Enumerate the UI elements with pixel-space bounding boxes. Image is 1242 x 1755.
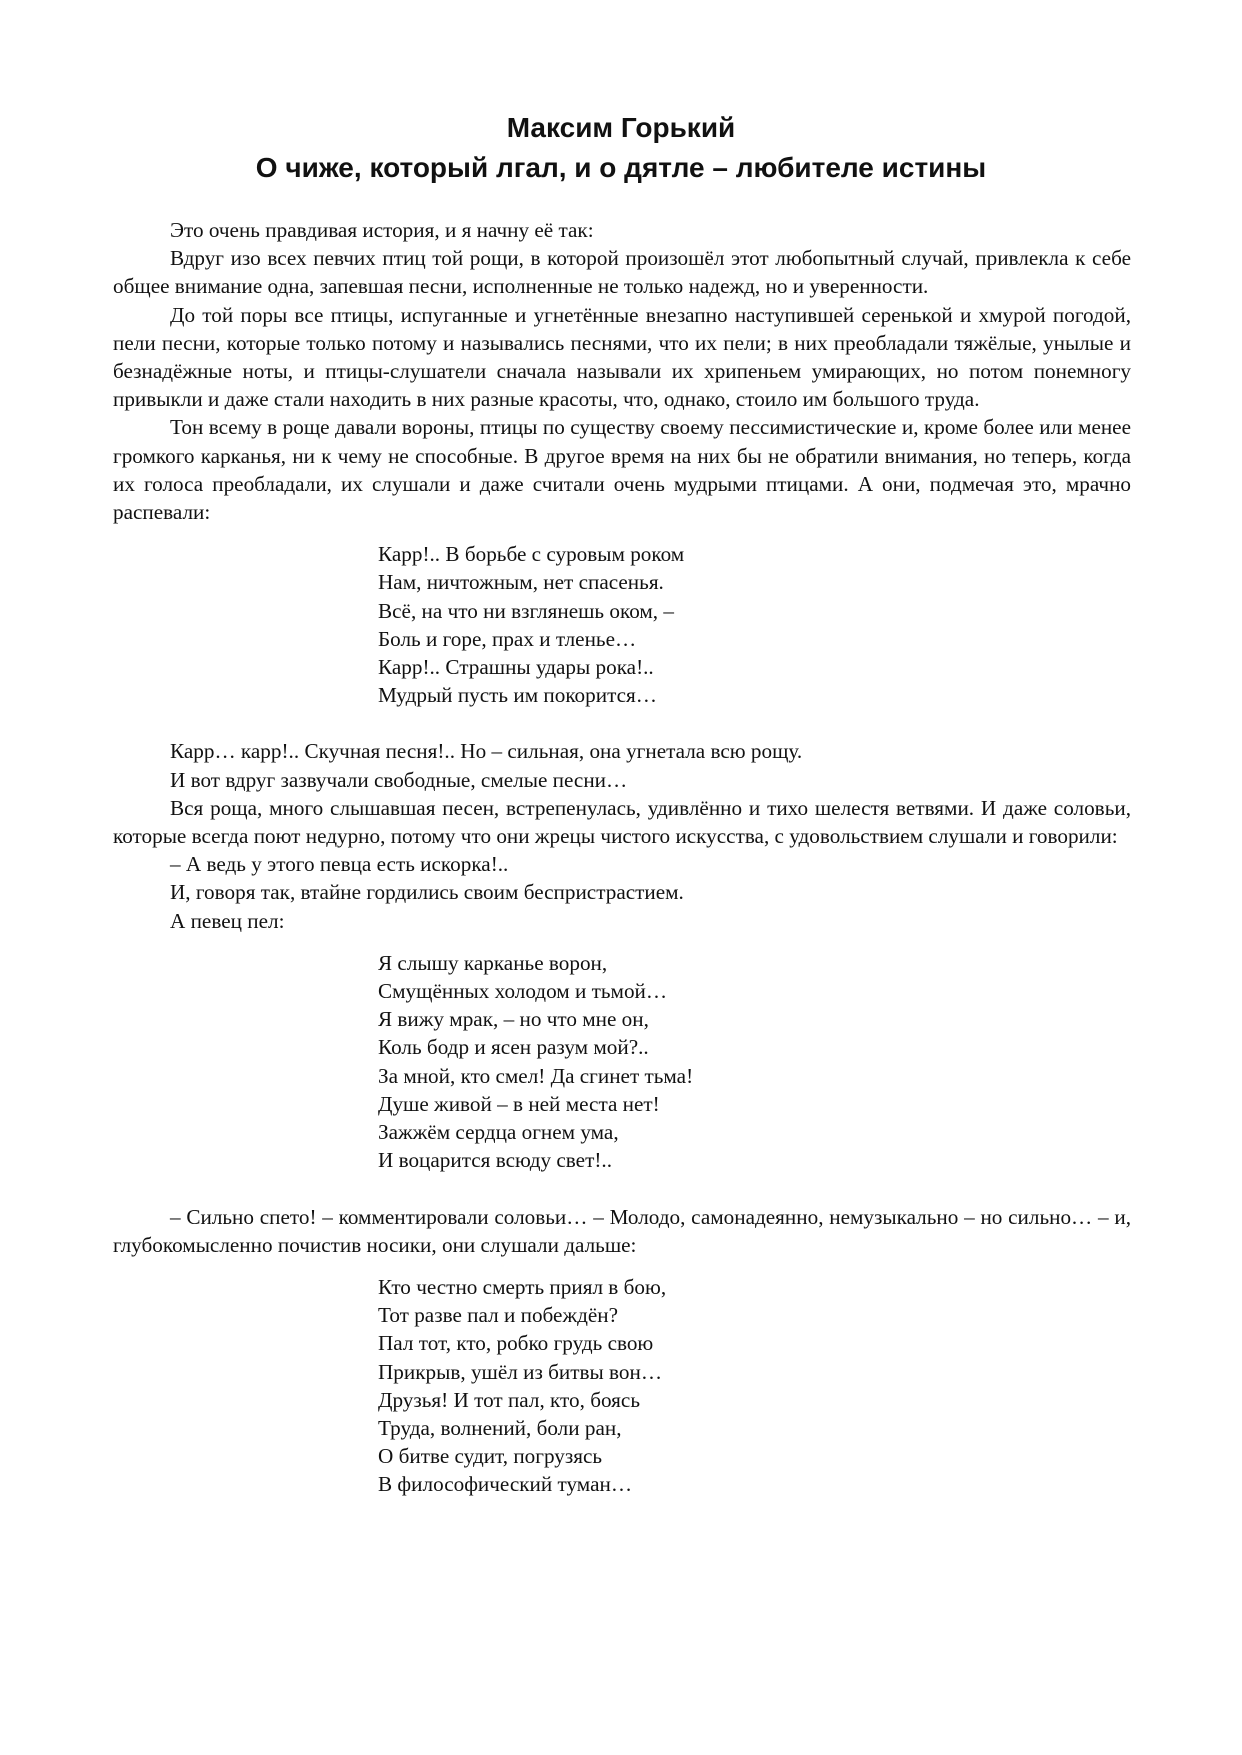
poem-line: Друзья! И тот пал, кто, боясь — [378, 1387, 640, 1412]
poem-line: Смущённых холодом и тьмой… — [378, 979, 668, 1004]
paragraph: Вдруг изо всех певчих птиц той рощи, в которой произошёл этот любопытный случай, привлекла к себе общее внимание одна, запевшая песни, исполненные не только надежд, но и уверенности. — [113, 246, 1131, 299]
poem-line: Карр!.. В борьбе с суровым роком — [378, 542, 685, 567]
poem-battle — [113, 1273, 1131, 1499]
paragraph: И вот вдруг зазвучали свободные, смелые песни… — [170, 767, 628, 792]
poem-line: Карр!.. Страшны удары рока!.. — [378, 655, 654, 680]
poem-line: Душе живой – в ней места нет! — [378, 1091, 660, 1116]
story-title: О чиже, который лгал, и о дятле – любителе истины — [255, 152, 987, 183]
paragraph: Вся роща, много слышавшая песен, встрепенулась, удивлённо и тихо шелестя ветвями. И даже соловьи, которые всегда поют недурно, потому что они жрецы чистого искусства, с удовольствием слушали и говорили: — [113, 795, 1131, 849]
paragraph: Карр… карр!.. Скучная песня!.. Но – сильная, она угнетала всю рощу. — [170, 739, 803, 764]
poem-line: Боль и горе, прах и тленье… — [378, 626, 637, 651]
paragraph: А певец пел: — [170, 908, 285, 933]
poem-line: Мудрый пусть им покорится… — [378, 683, 657, 708]
story-text — [113, 216, 1131, 1499]
poem-line: Нам, ничтожным, нет спасенья. — [378, 570, 664, 595]
poem-line: Тот разве пал и побеждён? — [378, 1303, 619, 1328]
paragraph: Это очень правдивая история, и я начну её так: — [170, 218, 594, 242]
poem-crows — [113, 540, 1131, 709]
poem-line: Кто честно смерть приял в бою, — [378, 1274, 667, 1299]
poem-line: Я вижу мрак, – но что мне он, — [378, 1007, 649, 1032]
poem-line: Труда, волнений, боли ран, — [378, 1415, 622, 1440]
poem-line: Коль бодр и ясен разум мой?.. — [378, 1035, 649, 1060]
poem-line: Я слышу карканье ворон, — [378, 950, 608, 975]
poem-line: Всё, на что ни взглянешь оком, – — [378, 598, 674, 623]
author-name: Максим Горький — [506, 112, 736, 143]
poem-line: Пал тот, кто, робко грудь свою — [378, 1331, 654, 1356]
title-block — [0, 108, 1242, 188]
poem-line: В философический туман… — [378, 1472, 633, 1497]
paragraph: – Сильно спето! – комментировали соловьи… – Молодо, самонадеянно, немузыкально – но сильно… – и, глубокомысленно почистив носики, они слушали дальше: — [113, 1204, 1131, 1257]
poem-line: За мной, кто смел! Да сгинет тьма! — [378, 1063, 694, 1088]
paragraph: Тон всему в роще давали вороны, птицы по существу своему пессимистические и, кроме более или менее громкого карканья, ни к чему не способные. В другое время на них бы не обратили внимания, но теперь, когда их голоса преобладали, их слушали и даже считали очень мудрыми птицами. А они, подмечая это, мрачно распевали: — [113, 415, 1131, 525]
poem-singer — [113, 949, 1131, 1175]
paragraph: – А ведь у этого певца есть искорка!.. — [170, 852, 509, 877]
paragraph: До той поры все птицы, испуганные и угнетённые внезапно наступившей серенькой и хмурой погодой, пели песни, которые только потому и назывались песнями, что их пели; в них преобладали тяжёлые, унылые и безнадёжные ноты, и птицы-слушатели сначала называли их хрипеньем умирающих, но потом понемногу привыкли и даже стали находить в них разные красоты, что, однако, стоило им большого труда. — [113, 302, 1131, 412]
poem-line: О битве судит, погрузясь — [378, 1444, 603, 1469]
paragraph: И, говоря так, втайне гордились своим беспристрастием. — [170, 880, 684, 905]
poem-line: Зажжём сердца огнем ума, — [378, 1120, 619, 1145]
poem-line: Прикрыв, ушёл из битвы вон… — [378, 1359, 663, 1384]
poem-line: И воцарится всюду свет!.. — [378, 1148, 612, 1173]
